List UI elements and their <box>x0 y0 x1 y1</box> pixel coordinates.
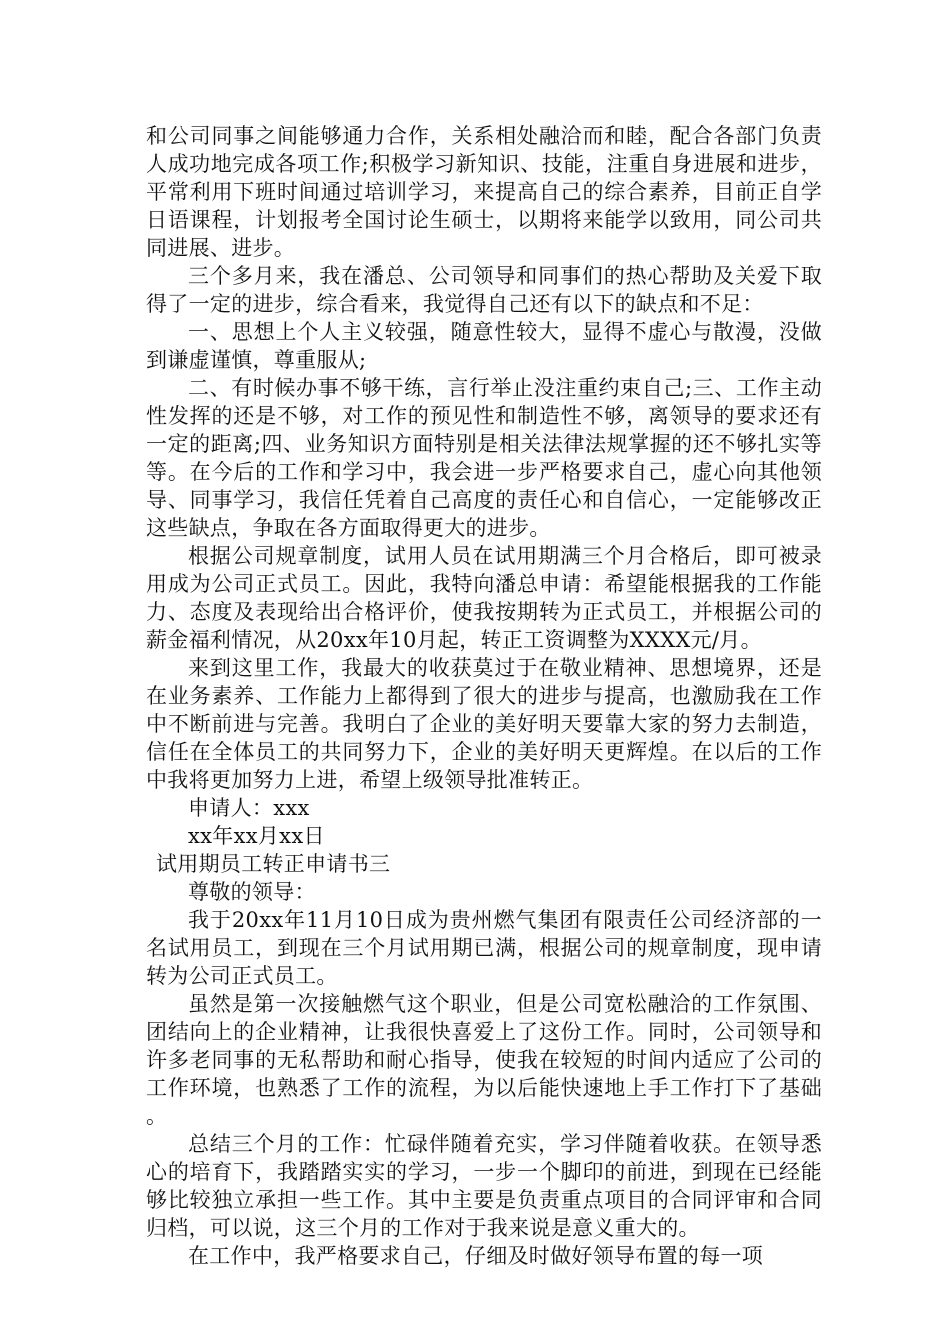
paragraph-first-contact: 虽然是第一次接触燃气这个职业，但是公司宽松融洽的工作氛围、团结向上的企业精神，让我很快喜爱上了这份工作。同时，公司领导和许多老同事的无私帮助和耐心指导，使我在较短的时间内适应了公司的工作环境，也熟悉了工作的流程，为以后能快速地上手工作打下了基础。 <box>146 992 822 1128</box>
paragraph-progress-intro: 三个多月来，我在潘总、公司领导和同事们的热心帮助及关爱下取得了一定的进步，综合看来，我觉得自己还有以下的缺点和不足： <box>146 264 822 316</box>
paragraph-summary: 总结三个月的工作：忙碌伴随着充实，学习伴随着收获。在领导悉心的培育下，我踏踏实实的学习，一步一个脚印的前进，到现在已经能够比较独立承担一些工作。其中主要是负责重点项目的合同评审和合同归档，可以说，这三个月的工作对于我来说是意义重大的。 <box>146 1132 822 1240</box>
salutation: 尊敬的领导： <box>188 880 316 904</box>
paragraph-join-date: 我于20xx年11月10日成为贵州燃气集团有限责任公司经济部的一名试用员工，到现在三个月试用期已满，根据公司的规章制度，现申请转为公司正式员工。 <box>146 908 822 988</box>
paragraph-shortcoming-1: 一、思想上个人主义较强，随意性较大，显得不虚心与散漫，没做到谦虚谨慎，尊重服从; <box>146 320 822 372</box>
paragraph-shortcoming-2-4: 二、有时候办事不够干练，言行举止没注重约束自己;三、工作主动性发挥的还是不够，对工作的预见性和制造性不够，离领导的要求还有一定的距离;四、业务知识方面特别是相关法律法规掌握的还不够扎实等等。在今后的工作和学习中，我会进一步严格要求自己，虚心向其他领导、同事学习，我信任凭着自己高度的责任心和自信心，一定能够改正这些缺点，争取在各方面取得更大的进步。 <box>146 376 822 540</box>
document-page <box>146 122 822 1270</box>
paragraph-work-attitude: 在工作中，我严格要求自己，仔细及时做好领导布置的每一项 <box>188 1244 764 1268</box>
section-title: 试用期员工转正申请书三 <box>156 852 391 876</box>
paragraph-gains: 来到这里工作，我最大的收获莫过于在敬业精神、思想境界，还是在业务素养、工作能力上都得到了很大的进步与提高，也激励我在工作中不断前进与完善。我明白了企业的美好明天要靠大家的努力去制造，信任在全体员工的共同努力下，企业的美好明天更辉煌。在以后的工作中我将更加努力上进，希望上级领导批准转正。 <box>146 656 822 792</box>
paragraph-cooperation: 和公司同事之间能够通力合作，关系相处融洽而和睦，配合各部门负责人成功地完成各项工作;积极学习新知识、技能，注重自身进展和进步，平常利用下班时间通过培训学习，来提高自己的综合素养，目前正自学日语课程，计划报考全国讨论生硕士，以期将来能学以致用，同公司共同进展、进步。 <box>146 124 822 260</box>
paragraph-regularization-request: 根据公司规章制度，试用人员在试用期满三个月合格后，即可被录用成为公司正式员工。因此，我特向潘总申请：希望能根据我的工作能力、态度及表现给出合格评价，使我按期转为正式员工，并根据公司的薪金福利情况，从20xx年10月起，转正工资调整为XXXX元/月。 <box>146 544 822 652</box>
signature-date: xx年xx月xx日 <box>188 824 325 848</box>
applicant-signature: 申请人：xxx <box>188 796 310 820</box>
